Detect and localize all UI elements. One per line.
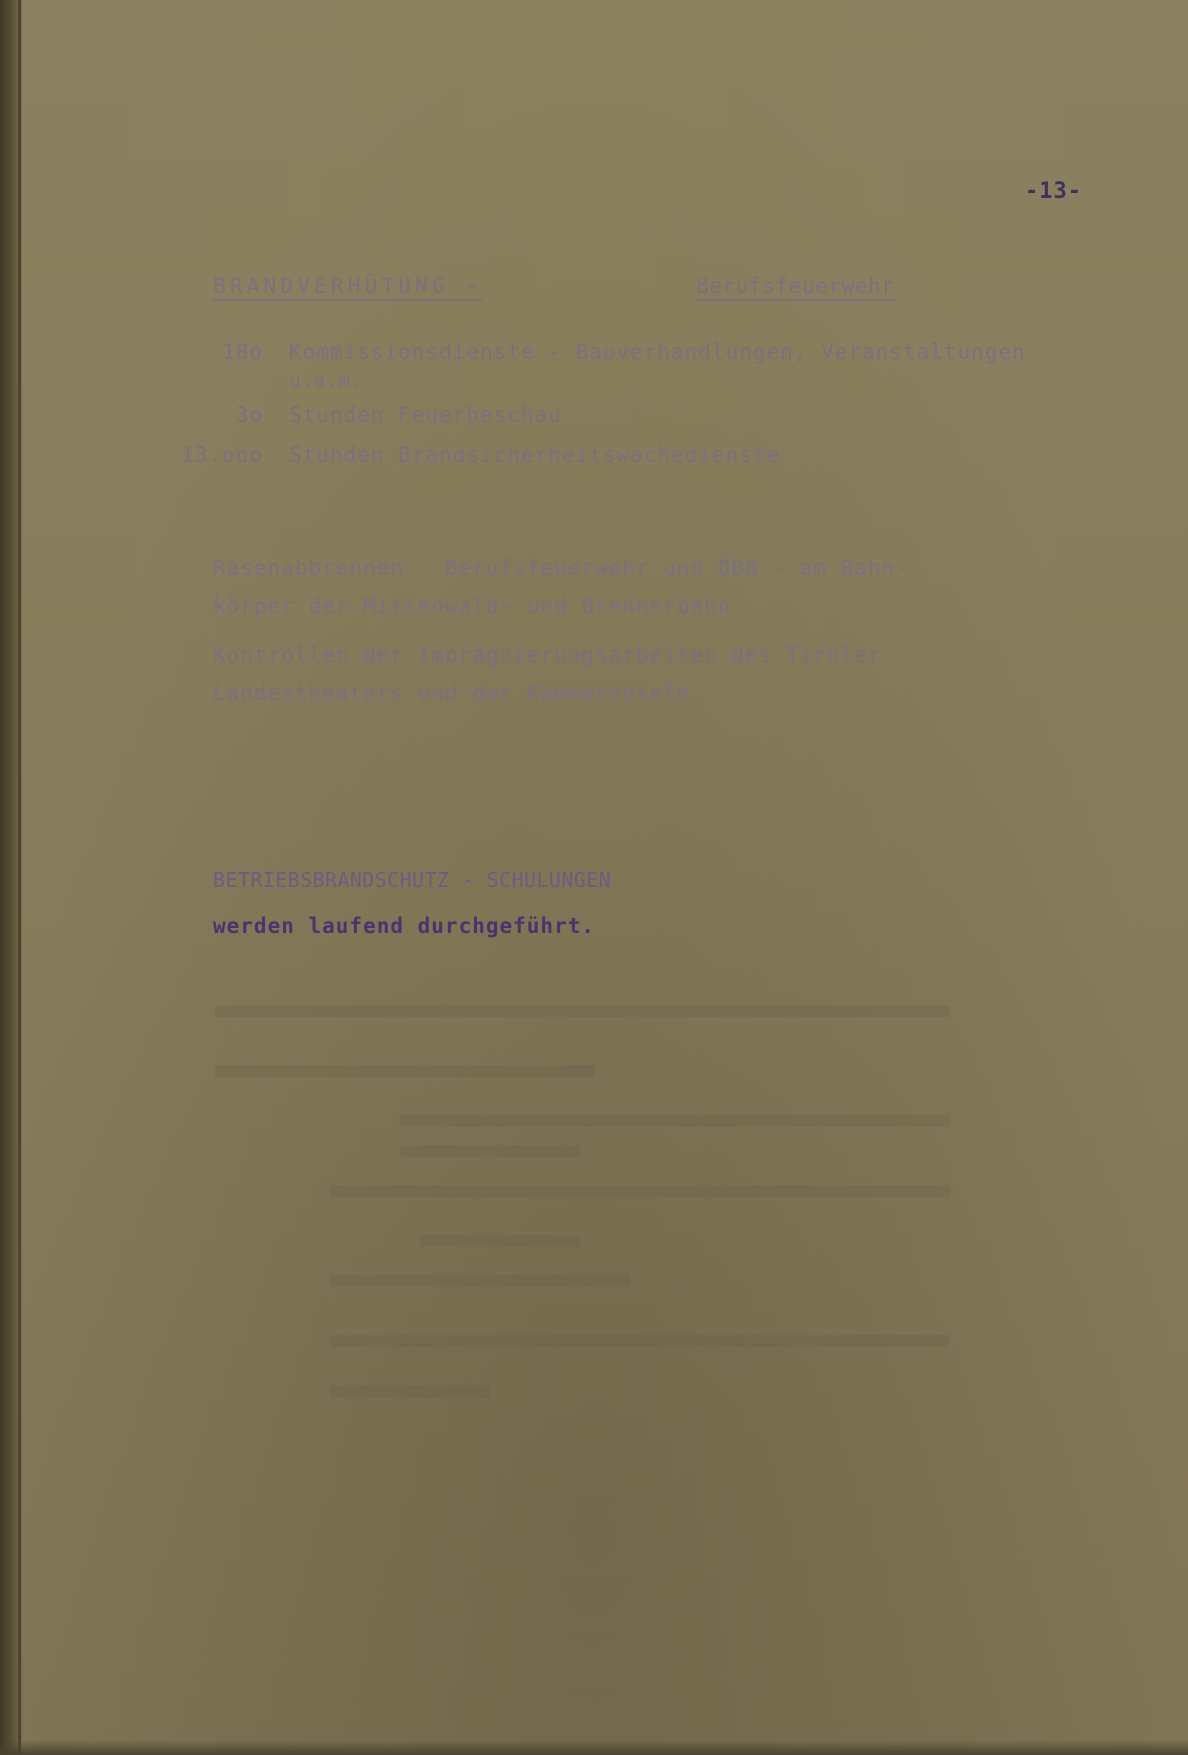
section-title: BRANDVERHÜTUNG - bbox=[213, 274, 483, 298]
paragraph-line: körper der Mittenwald- und Brennerbahn bbox=[213, 594, 732, 618]
page-bottom-edge bbox=[0, 1740, 1188, 1755]
bleed-through-line bbox=[330, 1185, 950, 1197]
paragraph-line: Rasenabbrennen - Berufsfeuerwehr und ÖBB - am Bahn- bbox=[213, 556, 909, 580]
bleed-through-line bbox=[400, 1145, 580, 1157]
page-number: -13- bbox=[1025, 179, 1082, 204]
item-continuation: u.a.m. bbox=[289, 370, 364, 392]
bleed-through-line bbox=[330, 1385, 490, 1397]
section-subtitle: Berufsfeuerwehr bbox=[696, 274, 895, 298]
paragraph-line: Landestheaters und der Kammerspiele. bbox=[213, 681, 705, 705]
bleed-through-line bbox=[215, 1065, 595, 1077]
bleed-through-line bbox=[420, 1235, 580, 1247]
binding-line bbox=[18, 0, 21, 1755]
item-text: Stunden Brandsicherheitswachedienste bbox=[289, 443, 781, 467]
paragraph-line: Kontrollen der Imprägnierungsarbeiten des Tiroler bbox=[213, 643, 882, 667]
bleed-through-line bbox=[400, 1115, 950, 1127]
bleed-through-line bbox=[330, 1335, 950, 1347]
item-number: 13.ooo bbox=[181, 443, 263, 467]
item-number: 3o bbox=[235, 403, 263, 427]
item-number: 18o bbox=[222, 340, 263, 364]
training-heading: BETRIEBSBRANDSCHUTZ - SCHULUNGEN bbox=[213, 868, 612, 892]
bleed-through-line bbox=[215, 1005, 950, 1017]
item-text: Stunden Feuerbeschau bbox=[289, 403, 562, 427]
item-text: Kommissionsdienste - Bauverhandlungen, Veranstaltungen bbox=[289, 340, 1026, 364]
bleed-through-line bbox=[330, 1275, 630, 1287]
training-text: werden laufend durchgeführt. bbox=[213, 914, 596, 938]
